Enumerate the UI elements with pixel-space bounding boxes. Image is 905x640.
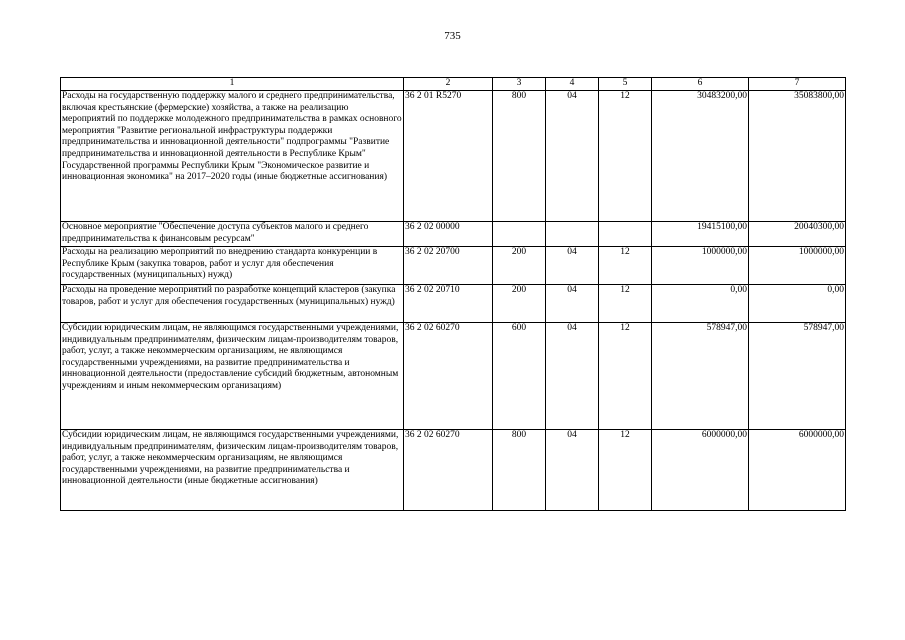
row-section: 04	[546, 323, 599, 430]
row-description: Основное мероприятие "Обеспечение доступа субъектов малого и среднего предпринимательства к финансовым ресурсам"	[61, 222, 404, 247]
row-description: Расходы на реализацию мероприятий по внедрению стандарта конкуренции в Республике Крым (закупка товаров, работ и услуг для обеспечения государственных (муниципальных) нужд)	[61, 247, 404, 285]
table-row	[61, 323, 846, 430]
row-expense-type: 600	[493, 323, 546, 430]
page-number: 735	[444, 30, 461, 42]
row-expense-type: 200	[493, 285, 546, 323]
header-col-6: 6	[652, 78, 749, 91]
row-amount-6: 0,00	[652, 285, 749, 323]
row-amount-6: 6000000,00	[652, 430, 749, 511]
row-expense-type	[493, 222, 546, 247]
budget-table	[60, 77, 846, 511]
header-col-1: 1	[61, 78, 404, 91]
table-row	[61, 285, 846, 323]
row-code: 36 2 02 60270	[404, 323, 493, 430]
row-description: Расходы на государственную поддержку малого и среднего предпринимательства, включая крестьянские (фермерские) хозяйства, а также на реализацию мероприятий по поддержке молодежного предпринимательства в рамках основного мероприятия "Развитие региональной инфраструктуры поддержки предпринимательства и инновационной деятельности" подпрограммы "Развитие предпринимательства и инновационной деятельности в Республике Крым" Государственной программы Республики Крым "Экономическое развитие и инновационная экономика" на 2017–2020 годы (иные бюджетные ассигнования)	[61, 91, 404, 222]
row-section: 04	[546, 285, 599, 323]
table-row	[61, 430, 846, 511]
row-section	[546, 222, 599, 247]
row-code: 36 2 02 60270	[404, 430, 493, 511]
row-amount-7: 1000000,00	[749, 247, 846, 285]
header-col-3: 3	[493, 78, 546, 91]
row-section: 04	[546, 430, 599, 511]
table-row	[61, 91, 846, 222]
row-subsection: 12	[599, 323, 652, 430]
header-row	[61, 78, 846, 91]
row-description: Субсидии юридическим лицам, не являющимся государственными учреждениями, индивидуальным предпринимателям, физическим лицам-производителям товаров, работ, услуг, а также некоммерческим организациям, не являющимся государственными учреждениями, на развитие предпринимательства и инновационной деятельности (иные бюджетные ассигнования)	[61, 430, 404, 511]
row-amount-6: 578947,00	[652, 323, 749, 430]
row-amount-7: 6000000,00	[749, 430, 846, 511]
row-amount-7: 20040300,00	[749, 222, 846, 247]
row-code: 36 2 02 20710	[404, 285, 493, 323]
row-subsection: 12	[599, 430, 652, 511]
header-col-4: 4	[546, 78, 599, 91]
row-subsection: 12	[599, 247, 652, 285]
row-section: 04	[546, 91, 599, 222]
row-subsection: 12	[599, 285, 652, 323]
table-row	[61, 222, 846, 247]
row-amount-7: 578947,00	[749, 323, 846, 430]
row-description: Расходы на проведение мероприятий по разработке концепций кластеров (закупка товаров, работ и услуг для обеспечения государственных (муниципальных) нужд)	[61, 285, 404, 323]
row-amount-6: 30483200,00	[652, 91, 749, 222]
row-amount-7: 35083800,00	[749, 91, 846, 222]
header-col-5: 5	[599, 78, 652, 91]
table-row	[61, 247, 846, 285]
row-section: 04	[546, 247, 599, 285]
row-code: 36 2 02 00000	[404, 222, 493, 247]
row-subsection	[599, 222, 652, 247]
row-expense-type: 800	[493, 91, 546, 222]
row-subsection: 12	[599, 91, 652, 222]
row-code: 36 2 01 R5270	[404, 91, 493, 222]
row-description: Субсидии юридическим лицам, не являющимся государственными учреждениями, индивидуальным предпринимателям, физическим лицам-производителям товаров, работ, услуг, а также некоммерческим организациям, не являющимся государственными учреждениями, на развитие предпринимательства и инновационной деятельности (предоставление субсидий бюджетным, автономным учреждениям и иным некоммерческим организациям)	[61, 323, 404, 430]
row-expense-type: 800	[493, 430, 546, 511]
row-amount-7: 0,00	[749, 285, 846, 323]
row-amount-6: 1000000,00	[652, 247, 749, 285]
row-code: 36 2 02 20700	[404, 247, 493, 285]
row-expense-type: 200	[493, 247, 546, 285]
header-col-7: 7	[749, 78, 846, 91]
header-col-2: 2	[404, 78, 493, 91]
row-amount-6: 19415100,00	[652, 222, 749, 247]
